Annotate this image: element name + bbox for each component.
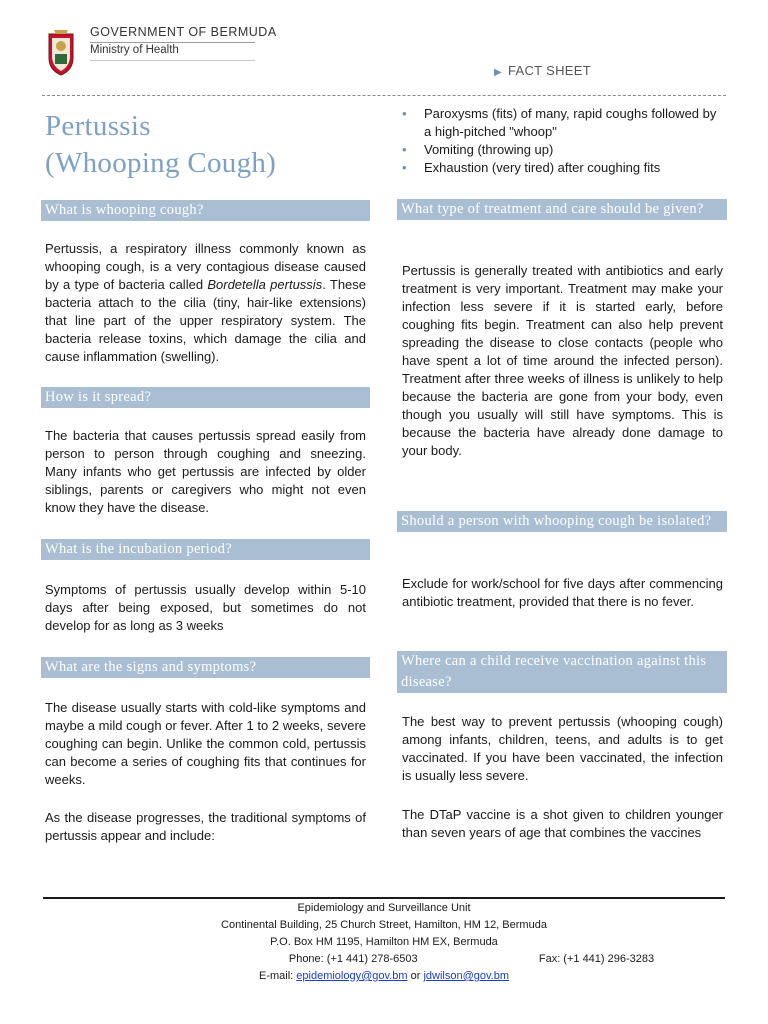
- section-heading-incubation: What is the incubation period?: [41, 539, 370, 560]
- title-line-1: Pertussis: [45, 110, 151, 142]
- section-text-spread: The bacteria that causes pertussis spread easily from person to person through coughing and sneezing. Many infants who get pertussis are infected by older siblings, parents or caregivers who might not even know they have the disease.: [45, 428, 366, 515]
- section-text-symptoms-1: The disease usually starts with cold-like symptoms and maybe a mild cough or fever. After 1 to 2 weeks, severe coughing can begin. Unlike the common cold, pertussis can become a series of coughing fits that continues for weeks.: [45, 700, 366, 787]
- government-name: GOVERNMENT OF BERMUDA: [90, 25, 277, 39]
- section-text-vaccination-1: The best way to prevent pertussis (whooping cough) among infants, children, teens, and adults is to get vaccinated. If you have been vaccinated, the infection is usually less severe.: [402, 714, 723, 783]
- list-item: • Exhaustion (very tired) after coughing fits: [402, 159, 727, 177]
- footer-phone-fax: [43, 951, 725, 968]
- section-text-vaccination-2: The DTaP vaccine is a shot given to children younger than seven years of age that combines the vaccines: [402, 807, 723, 840]
- footer-address: Continental Building, 25 Church Street, Hamilton, HM 12, Bermuda: [221, 919, 547, 931]
- email-or: or: [407, 970, 424, 982]
- footer-contact: [43, 900, 725, 985]
- section-heading-vaccination: Where can a child receive vaccination against this disease?: [397, 651, 727, 693]
- email-link-jdwilson[interactable]: jdwilson@gov.bm: [423, 970, 509, 982]
- footer-email: [43, 968, 725, 985]
- section-heading-isolation: Should a person with whooping cough be isolated?: [397, 511, 727, 532]
- what-is-text-b: . These bacteria attach to the cilia (tiny, hair-like extensions) that line part of the upper respiratory system. The bacteria release toxins, which damage the cilia and cause inflammation (swelling).: [45, 277, 367, 364]
- dashed-divider: [42, 95, 726, 96]
- section-text-what-is: [45, 240, 366, 366]
- ministry-name: Ministry of Health: [90, 44, 179, 56]
- footer-divider: [43, 897, 725, 899]
- page-title: [45, 108, 276, 182]
- what-is-text-a: Pertussis, a respiratory illness commonly known as whooping cough, is a very contagious disease caused by a type of bacteria called: [45, 241, 366, 292]
- bermuda-crest-icon: [46, 28, 76, 76]
- email-link-epidemiology[interactable]: epidemiology@gov.bm: [296, 970, 408, 982]
- fact-sheet-text: FACT SHEET: [508, 63, 591, 78]
- footer-po-box: P.O. Box HM 1195, Hamilton HM EX, Bermuda: [270, 936, 498, 948]
- section-text-incubation: Symptoms of pertussis usually develop within 5-10 days after being exposed, but sometimes do not develop for as long as 3 weeks: [45, 582, 366, 633]
- triangle-right-icon: ▶: [494, 67, 502, 78]
- section-text-symptoms-2: As the disease progresses, the traditional symptoms of pertussis appear and include:: [45, 810, 366, 843]
- section-heading-what-is: What is whooping cough?: [41, 200, 370, 221]
- fact-sheet-label: [494, 63, 591, 78]
- bacteria-name: Bordetella pertussis: [207, 277, 323, 292]
- header-divider: [90, 42, 255, 43]
- section-text-treatment: Pertussis is generally treated with antibiotics and early treatment is very important. Treatment may make your infection less severe if it is started early, before coughing fits begin. Treatment can also help prevent spreading the disease to close contacts (people who have spent a lot of time around the infected person). Treatment after three weeks of illness is unlikely to help because the bacteria are gone from your body, even though you usually will still have symptoms. This is because the bacteria have already done damage to your body.: [402, 263, 723, 458]
- section-heading-treatment: What type of treatment and care should be given?: [397, 199, 727, 220]
- section-heading-spread: How is it spread?: [41, 387, 370, 408]
- symptoms-list: [402, 105, 727, 177]
- list-item: • Paroxysms (fits) of many, rapid coughs followed by a high-pitched "whoop": [402, 105, 727, 141]
- section-text-isolation: Exclude for work/school for five days after commencing antibiotic treatment, provided that there is no fever.: [402, 576, 723, 609]
- footer-unit: Epidemiology and Surveillance Unit: [297, 902, 471, 914]
- email-label: E-mail:: [259, 970, 297, 982]
- title-line-2: (Whooping Cough): [45, 147, 277, 179]
- footer-fax: Fax: (+1 441) 296-3283: [538, 953, 655, 965]
- list-item: • Vomiting (throwing up): [402, 141, 727, 159]
- footer-phone: Phone: (+1 441) 278-6503: [288, 953, 418, 965]
- section-heading-symptoms: What are the signs and symptoms?: [41, 657, 370, 678]
- header-underline: [90, 60, 255, 61]
